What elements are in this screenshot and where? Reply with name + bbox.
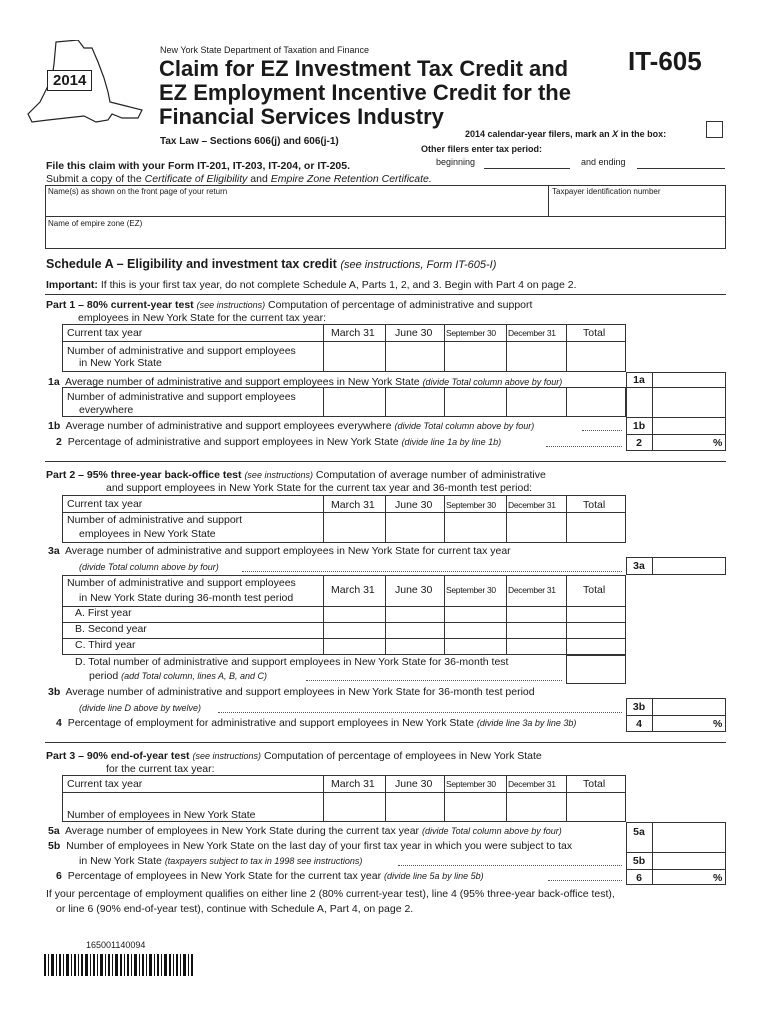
p3-col-sep: September 30 bbox=[446, 779, 496, 789]
part1-title: Part 1 – 80% current-year test (see instructions) Computation of percentage of administrative and support bbox=[46, 299, 533, 311]
p1-col-mar: March 31 bbox=[331, 327, 375, 339]
year-badge: 2014 bbox=[47, 70, 92, 91]
p1-row-ny-2: in New York State bbox=[79, 357, 162, 369]
p3-col-mar: March 31 bbox=[331, 778, 375, 790]
line-3b-note: (divide line D above by twelve) bbox=[79, 703, 202, 713]
ending-label: and ending bbox=[581, 157, 626, 167]
qualify-note-2: or line 6 (90% end-of-year test), continue with Schedule A, Part 4, on page 2. bbox=[56, 903, 414, 915]
p2-col-mar: March 31 bbox=[331, 499, 375, 511]
row-d-1: D. Total number of administrative and support employees in New York State for 36-month test bbox=[75, 656, 509, 668]
beginning-field[interactable] bbox=[484, 168, 570, 169]
other-filers-note: Other filers enter tax period: bbox=[421, 144, 543, 154]
tin-input[interactable] bbox=[552, 198, 722, 214]
p2-col36-mar: March 31 bbox=[331, 584, 375, 596]
part1-everywhere-table bbox=[62, 387, 626, 417]
pct-2: % bbox=[713, 437, 723, 449]
p2-row36-2: in New York State during 36-month test period bbox=[79, 592, 294, 604]
input-2[interactable] bbox=[653, 435, 711, 450]
important-note: Important: If this is your first tax year, do not complete Schedule A, Parts 1, 2, and 3. Begin with Part 4 on page 2. bbox=[46, 279, 577, 291]
p2-row36-1: Number of administrative and support employees bbox=[67, 577, 296, 589]
input-4[interactable] bbox=[653, 716, 711, 731]
barcode-number: 165001140094 bbox=[86, 940, 146, 950]
qualify-note-1: If your percentage of employment qualifies on either line 2 (80% current-year test), line 4 (95% three-year back-office test), bbox=[46, 888, 615, 900]
p2-col-dec: December 31 bbox=[508, 500, 556, 510]
schedule-a-title: Schedule A – Eligibility and investment tax credit (see instructions, Form IT-605-I) bbox=[46, 257, 497, 271]
ending-field[interactable] bbox=[637, 168, 725, 169]
p1-row-ev-1: Number of administrative and support employees bbox=[67, 391, 296, 403]
line-4: 4 Percentage of employment for administrative and support employees in New York State (divide line 3a by line 3b) bbox=[56, 717, 577, 729]
form-title-3: Financial Services Industry bbox=[159, 104, 444, 129]
label-1b: 1b bbox=[632, 420, 646, 432]
submit-note: Submit a copy of the Certificate of Eligibility and Empire Zone Retention Certificate. bbox=[46, 173, 432, 185]
label-2: 2 bbox=[636, 437, 642, 449]
label-5a: 5a bbox=[633, 826, 645, 838]
label-5b: 5b bbox=[632, 855, 646, 867]
input-3b[interactable] bbox=[653, 699, 725, 714]
part2-title: Part 2 – 95% three-year back-office test (see instructions) Computation of average number of administrative bbox=[46, 469, 546, 481]
form-title-2: EZ Employment Incentive Credit for the bbox=[159, 80, 571, 105]
p1-row-ny-1: Number of administrative and support employees bbox=[67, 345, 296, 357]
p2-col-sep: September 30 bbox=[446, 500, 496, 510]
p1-col-total: Total bbox=[583, 327, 606, 339]
calendar-year-note: 2014 calendar-year filers, mark an X in the box: bbox=[465, 129, 667, 139]
pct-6: % bbox=[713, 872, 723, 884]
input-5a[interactable] bbox=[653, 823, 725, 851]
names-label: Name(s) as shown on the front page of your return bbox=[48, 187, 228, 196]
p2-col-total: Total bbox=[583, 499, 606, 511]
form-title-1: Claim for EZ Investment Tax Credit and bbox=[159, 56, 569, 81]
line-3b: 3b Average number of administrative and support employees in New York State for 36-month test period bbox=[48, 686, 535, 698]
line-3a: 3a Average number of administrative and support employees in New York State for current tax year bbox=[48, 545, 511, 557]
line-5b: 5b Number of employees in New York State on the last day of your first tax year in which you were subject to tax bbox=[48, 840, 573, 852]
p2-col36-total: Total bbox=[583, 584, 606, 596]
row-third-year: C. Third year bbox=[75, 639, 136, 651]
row-second-year: B. Second year bbox=[75, 623, 147, 635]
names-input[interactable] bbox=[48, 198, 543, 214]
p2-row-ny-2: employees in New York State bbox=[79, 528, 216, 540]
p1-row-ev-2: everywhere bbox=[79, 404, 134, 416]
line-3a-note: (divide Total column above by four) bbox=[79, 562, 219, 572]
p3-current-year: Current tax year bbox=[67, 778, 143, 790]
line-1a: 1a Average number of administrative and support employees in New York State (divide Total column above by four) bbox=[48, 376, 563, 388]
dept-name: New York State Department of Taxation and Finance bbox=[160, 45, 369, 55]
form-id: IT-605 bbox=[628, 46, 702, 76]
row-d-2: period (add Total column, lines A, B, and C) bbox=[89, 670, 268, 682]
tin-label: Taxpayer identification number bbox=[552, 187, 661, 196]
part2-desc: and support employees in New York State for the current tax year and 36-month test period: bbox=[106, 482, 533, 494]
label-3b: 3b bbox=[632, 701, 646, 713]
p2-col36-dec: December 31 bbox=[508, 585, 556, 595]
barcode bbox=[44, 954, 194, 976]
line-2: 2 Percentage of administrative and support employees in New York State (divide line 1a by line 1b) bbox=[56, 436, 502, 448]
input-total-d[interactable] bbox=[566, 655, 626, 684]
line-1b: 1b Average number of administrative and support employees everywhere (divide Total column above by four) bbox=[48, 420, 535, 432]
p3-col-jun: June 30 bbox=[395, 778, 433, 790]
line-5a: 5a Average number of employees in New York State during the current tax year (divide Total column above by four) bbox=[48, 825, 562, 837]
p3-row-ny: Number of employees in New York State bbox=[67, 809, 256, 821]
p1-current-year: Current tax year bbox=[67, 327, 143, 339]
row-first-year: A. First year bbox=[75, 607, 132, 619]
input-5b[interactable] bbox=[653, 853, 725, 868]
p2-row-ny-1: Number of administrative and support bbox=[67, 514, 243, 526]
part1-desc: employees in New York State for the current tax year: bbox=[78, 312, 327, 324]
label-6: 6 bbox=[636, 872, 642, 884]
input-6[interactable] bbox=[653, 870, 711, 884]
label-4: 4 bbox=[636, 718, 642, 730]
p1-col-dec: December 31 bbox=[508, 328, 556, 338]
p1-col-sep: September 30 bbox=[446, 328, 496, 338]
file-claim-note: File this claim with your Form IT-201, IT-203, IT-204, or IT-205. bbox=[46, 160, 351, 172]
p2-current-year: Current tax year bbox=[67, 498, 143, 510]
ez-name-input[interactable] bbox=[48, 230, 722, 246]
p3-col-total: Total bbox=[583, 778, 606, 790]
label-1a: 1a bbox=[633, 374, 645, 386]
beginning-label: beginning bbox=[436, 157, 476, 167]
line-5b-2: in New York State (taxpayers subject to tax in 1998 see instructions) bbox=[79, 855, 363, 867]
input-3a[interactable] bbox=[653, 558, 725, 574]
p1-col-jun: June 30 bbox=[395, 327, 433, 339]
ez-name-label: Name of empire zone (EZ) bbox=[48, 219, 143, 228]
p2-col-jun: June 30 bbox=[395, 499, 433, 511]
input-1b[interactable] bbox=[653, 418, 725, 433]
calendar-year-checkbox[interactable] bbox=[706, 121, 723, 138]
label-3a: 3a bbox=[633, 560, 645, 572]
input-1a[interactable] bbox=[653, 373, 725, 386]
line-6: 6 Percentage of employees in New York State for the current tax year (divide line 5a by line 5b) bbox=[56, 870, 484, 882]
p2-col36-jun: June 30 bbox=[395, 584, 433, 596]
pct-4: % bbox=[713, 718, 723, 730]
part3-desc: for the current tax year: bbox=[106, 763, 215, 775]
p3-col-dec: December 31 bbox=[508, 779, 556, 789]
tax-law: Tax Law – Sections 606(j) and 606(j-1) bbox=[160, 136, 339, 147]
part3-title: Part 3 – 90% end-of-year test (see instructions) Computation of percentage of employees in New York State bbox=[46, 750, 542, 762]
p2-col36-sep: September 30 bbox=[446, 585, 496, 595]
